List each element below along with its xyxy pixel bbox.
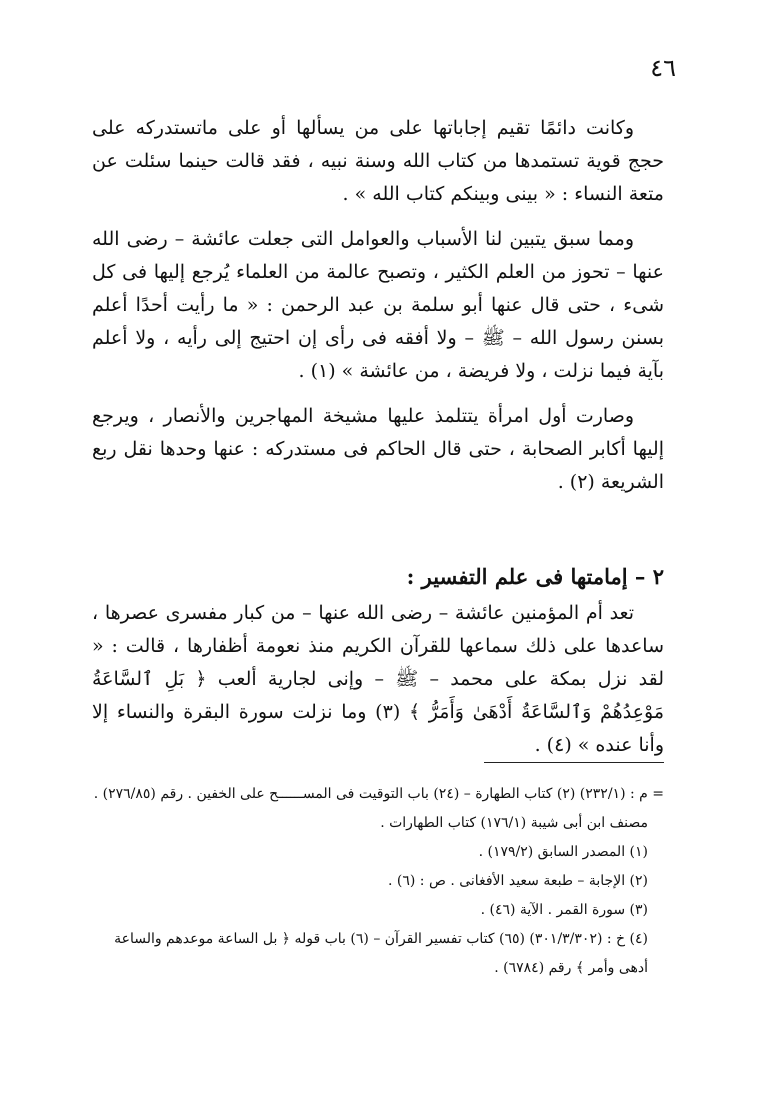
section-heading: ٢ – إمامتها فى علم التفسير : [406,564,664,589]
footnote-continuation-2: مصنف ابن أبى شيبة (١٧٦/١) كتاب الطهارات . [380,815,648,831]
page-number: ٤٦ [650,54,676,82]
footnote-divider [484,762,664,763]
main-body [92,112,664,511]
footnote-3: (٣) سورة القمر . الآية (٤٦) . [480,902,648,918]
footnote-continuation-1: = م : (٢٣٢/١) (٢) كتاب الطهارة – (٢٤) باب التوقيت فى المســــــح على الخفين . رقم (٢٧٦/٨٥) . [93,786,664,802]
footnotes [92,780,664,983]
footnote-4: (٤) خ : (٣٠١/٣/٣٠٢) (٦٥) كتاب تفسير القرآن – (٦) باب قوله ﴿ بل الساعة موعدهم والساعة أدهى وأمر ﴾ رقم (٦٧٨٤) . [114,931,648,976]
body-paragraph-1: وكانت دائمًا تقيم إجاباتها على من يسألها أو على ماتستدركه على حجج قوية تستمدها من كتاب الله وسنة نبيه ، فقد قالت حينما سئلت عن متعة النساء : « بينى وبينكم كتاب الله » . [92,117,664,205]
body-paragraph-2: ومما سبق يتبين لنا الأسباب والعوامل التى جعلت عائشة – رضى الله عنها – تحوز من العلم الكثير ، وتصبح عالمة من العلماء يُرجع إليها فى كل شىء ، حتى قال عنها أبو سلمة بن عبد الرحمن : « ما رأيت أحدًا أعلم بسنن رسول الله – ﷺ – ولا أفقه فى رأى إن احتيج إلى رأيه ، ولا أعلم بآية فيما نزلت ، ولا فريضة ، من عائشة » (١) . [92,228,664,382]
section-paragraph-1: تعد أم المؤمنين عائشة – رضى الله عنها – من كبار مفسرى عصرها ، ساعدها على ذلك سماعها للقرآن الكريم منذ نعومة أظفارها ، قالت : « لقد نزل بمكة على محمد – ﷺ – وإنى لجارية ألعب ﴿ بَلِ ٱلسَّاعَةُ مَوْعِدُهُمْ وَٱلسَّاعَةُ أَدْهَىٰ وَأَمَرُّ ﴾ (٣) وما نزلت سورة البقرة والنساء إلا وأنا عنده » (٤) . [92,602,665,756]
footnote-1: (١) المصدر السابق (١٧٩/٢) . [478,844,648,860]
footnote-2: (٢) الإجابة – طبعة سعيد الأفغانى . ص : (٦) . [387,873,648,889]
body-paragraph-3: وصارت أول امرأة يتتلمذ عليها مشيخة المهاجرين والأنصار ، ويرجع إليها أكابر الصحابة ، حتى قال الحاكم فى مستدركه : عنها وحدها نقل ربع الشريعة (٢) . [92,405,664,493]
section-body [92,597,664,762]
